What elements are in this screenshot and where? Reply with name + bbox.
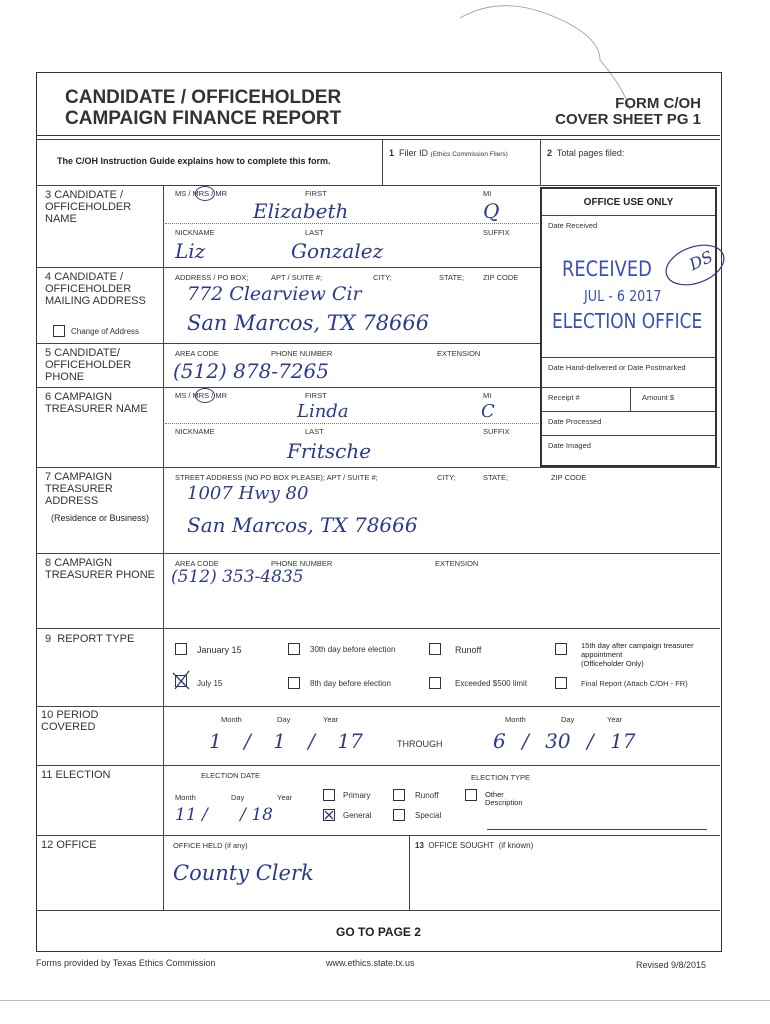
s5-area-code-label: AREA CODE bbox=[175, 349, 219, 358]
general-label: General bbox=[343, 811, 372, 820]
section-5-label: 5 CANDIDATE/ OFFICEHOLDER PHONE bbox=[45, 347, 132, 383]
candidate-mi[interactable]: Q bbox=[483, 199, 500, 223]
day30-label: 30th day before election bbox=[310, 645, 396, 654]
candidate-first-name[interactable]: Elizabeth bbox=[253, 199, 349, 223]
section-7-label: 7 CAMPAIGN TREASURER ADDRESS bbox=[45, 471, 113, 507]
s11-month-label: Month bbox=[175, 793, 196, 802]
date-received-label: Date Received bbox=[548, 221, 598, 230]
other-label: Other Description bbox=[485, 790, 523, 807]
s4-state-label: STATE; bbox=[439, 273, 465, 282]
amount-label: Amount $ bbox=[642, 393, 675, 402]
day15-label: 15th day after campaign treasurer appointment (Officeholder Only) bbox=[581, 641, 694, 668]
footer-revised: Revised 9/8/2015 bbox=[636, 960, 707, 970]
primary-checkbox[interactable] bbox=[323, 789, 335, 801]
s6-mrs-circle bbox=[195, 388, 215, 403]
section-6-label: 6 CAMPAIGN TREASURER NAME bbox=[45, 391, 148, 415]
form-title-line2: CAMPAIGN FINANCE REPORT bbox=[65, 108, 342, 129]
section-12-label: 12 OFFICE bbox=[41, 839, 97, 851]
election-date-value[interactable]: 11 / / 18 bbox=[175, 805, 273, 825]
receipt-label: Receipt # bbox=[548, 393, 580, 402]
s6-suffix-label: SUFFIX bbox=[483, 427, 510, 436]
general-check-mark bbox=[323, 809, 335, 821]
election-date-label: ELECTION DATE bbox=[201, 771, 261, 780]
runoff-election-checkbox[interactable] bbox=[393, 789, 405, 801]
exceeded-label: Exceeded $500 limit bbox=[455, 679, 528, 688]
s10-to-month-label: Month bbox=[505, 715, 526, 724]
section-10-label: 10 PERIOD COVERED bbox=[41, 709, 99, 733]
s5-phone-label: PHONE NUMBER bbox=[271, 349, 333, 358]
s6-last-label: LAST bbox=[305, 427, 324, 436]
footer-website[interactable]: www.ethics.state.tx.us bbox=[326, 958, 415, 968]
final-report-label: Final Report (Attach C/OH - FR) bbox=[581, 679, 688, 688]
treasurer-last-name[interactable]: Fritsche bbox=[287, 439, 372, 463]
office-use-title: OFFICE USE ONLY bbox=[583, 197, 674, 208]
treasurer-address-line1[interactable]: 1007 Hwy 80 bbox=[187, 483, 309, 504]
runoff-election-label: Runoff bbox=[415, 791, 439, 800]
s3-title-options: MS / MRS / MR bbox=[175, 189, 228, 198]
s6-mi-label: MI bbox=[483, 391, 492, 400]
period-from-date[interactable]: 1 / 1 / 17 bbox=[209, 729, 363, 753]
final-report-checkbox[interactable] bbox=[555, 677, 567, 689]
go-to-page-2: GO TO PAGE 2 bbox=[336, 925, 421, 939]
s7-city-label: CITY; bbox=[437, 473, 456, 482]
runoff-report-checkbox[interactable] bbox=[429, 643, 441, 655]
candidate-nickname[interactable]: Liz bbox=[175, 239, 206, 263]
s8-extension-label: EXTENSION bbox=[435, 559, 479, 568]
s6-first-label: FIRST bbox=[305, 391, 327, 400]
s6-title-options: MS / MRS / MR bbox=[175, 391, 228, 400]
office-held-label: OFFICE HELD (if any) bbox=[173, 841, 248, 850]
form-title-line1: CANDIDATE / OFFICEHOLDER bbox=[65, 87, 342, 108]
s3-suffix-label: SUFFIX bbox=[483, 228, 510, 237]
day8-checkbox[interactable] bbox=[288, 677, 300, 689]
s6-nickname-label: NICKNAME bbox=[175, 427, 215, 436]
s3-last-label: LAST bbox=[305, 228, 324, 237]
candidate-address-line1[interactable]: 772 Clearview Cir bbox=[187, 283, 362, 305]
section-3-label: 3 CANDIDATE / OFFICEHOLDER NAME bbox=[45, 189, 132, 225]
initials: DS bbox=[686, 246, 716, 275]
change-of-address-checkbox[interactable] bbox=[53, 325, 65, 337]
date-imaged-label: Date Imaged bbox=[548, 441, 591, 450]
section-8-label: 8 CAMPAIGN TREASURER PHONE bbox=[45, 557, 156, 581]
s10-to-day-label: Day bbox=[561, 715, 575, 724]
candidate-phone[interactable]: (512) 878-7265 bbox=[173, 359, 329, 383]
section-4-label: 4 CANDIDATE / OFFICEHOLDER MAILING ADDRESS bbox=[45, 271, 146, 307]
s4-address-label: ADDRESS / PO BOX; bbox=[175, 273, 249, 282]
jan15-label: January 15 bbox=[197, 645, 242, 655]
s11-year-label: Year bbox=[277, 793, 293, 802]
s10-from-day-label: Day bbox=[277, 715, 291, 724]
exceeded-checkbox[interactable] bbox=[429, 677, 441, 689]
day8-label: 8th day before election bbox=[310, 679, 391, 688]
day30-checkbox[interactable] bbox=[288, 643, 300, 655]
s7-zip-label: ZIP CODE bbox=[551, 473, 587, 482]
s10-to-year-label: Year bbox=[607, 715, 623, 724]
s3-nickname-label: NICKNAME bbox=[175, 228, 215, 237]
treasurer-address-line2[interactable]: San Marcos, TX 78666 bbox=[187, 513, 418, 537]
received-stamp: RECEIVED bbox=[562, 257, 652, 281]
special-label: Special bbox=[415, 811, 442, 820]
s4-city-label: CITY; bbox=[373, 273, 392, 282]
s3-first-label: FIRST bbox=[305, 189, 327, 198]
change-of-address-label: Change of Address bbox=[71, 327, 140, 336]
filer-id-label: 1 Filer ID (Ethics Commission Filers) bbox=[389, 148, 508, 158]
office-use-box bbox=[540, 187, 717, 467]
date-processed-label: Date Processed bbox=[548, 417, 602, 426]
jul15-check-mark bbox=[169, 667, 193, 691]
candidate-address-line2[interactable]: San Marcos, TX 78666 bbox=[187, 311, 430, 335]
s10-from-month-label: Month bbox=[221, 715, 242, 724]
s3-mrs-circle bbox=[195, 186, 215, 201]
runoff-report-label: Runoff bbox=[455, 645, 482, 655]
candidate-last-name[interactable]: Gonzalez bbox=[291, 239, 384, 263]
s7-sub-label: (Residence or Business) bbox=[51, 513, 150, 523]
day15-checkbox[interactable] bbox=[555, 643, 567, 655]
jan15-checkbox[interactable] bbox=[175, 643, 187, 655]
election-office-stamp: ELECTION OFFICE bbox=[552, 309, 703, 333]
cover-sheet-form bbox=[36, 72, 722, 952]
jul15-label: July 15 bbox=[197, 679, 223, 688]
special-checkbox[interactable] bbox=[393, 809, 405, 821]
election-type-label: ELECTION TYPE bbox=[471, 773, 531, 782]
treasurer-phone[interactable]: (512) 353-4835 bbox=[171, 567, 304, 587]
s10-from-year-label: Year bbox=[323, 715, 339, 724]
instruction-note: The C/OH Instruction Guide explains how to complete this form. bbox=[57, 156, 331, 166]
s11-day-label: Day bbox=[231, 793, 245, 802]
office-held-value[interactable]: County Clerk bbox=[173, 861, 314, 885]
section-13-label: 13 OFFICE SOUGHT (if known) bbox=[415, 841, 534, 850]
through-label: THROUGH bbox=[397, 739, 443, 749]
total-pages-label: 2 Total pages filed: bbox=[547, 148, 625, 158]
s4-apt-label: APT / SUITE #; bbox=[271, 273, 323, 282]
other-checkbox[interactable] bbox=[465, 789, 477, 801]
s5-extension-label: EXTENSION bbox=[437, 349, 481, 358]
s8-area-code-label: AREA CODE bbox=[175, 559, 219, 568]
treasurer-mi[interactable]: C bbox=[481, 401, 495, 422]
footer-provider: Forms provided by Texas Ethics Commission bbox=[36, 958, 216, 968]
form-page: COVER SHEET PG 1 bbox=[555, 111, 701, 128]
s3-mi-label: MI bbox=[483, 189, 492, 198]
primary-label: Primary bbox=[343, 791, 371, 800]
date-hand-delivered-label: Date Hand-delivered or Date Postmarked bbox=[548, 363, 686, 372]
period-to-date[interactable]: 6 / 30 / 17 bbox=[493, 729, 636, 753]
s4-zip-label: ZIP CODE bbox=[483, 273, 519, 282]
section-9-label: 9 REPORT TYPE bbox=[45, 633, 135, 645]
treasurer-first-name[interactable]: Linda bbox=[297, 401, 349, 422]
form-code: FORM C/OH bbox=[615, 95, 701, 112]
section-11-label: 11 ELECTION bbox=[41, 769, 111, 781]
s7-state-label: STATE; bbox=[483, 473, 509, 482]
received-stamp-date: JUL - 6 2017 bbox=[584, 287, 662, 305]
s8-phone-label: PHONE NUMBER bbox=[271, 559, 333, 568]
s7-street-label: STREET ADDRESS (NO PO BOX PLEASE); APT / SUITE #; bbox=[175, 473, 378, 482]
